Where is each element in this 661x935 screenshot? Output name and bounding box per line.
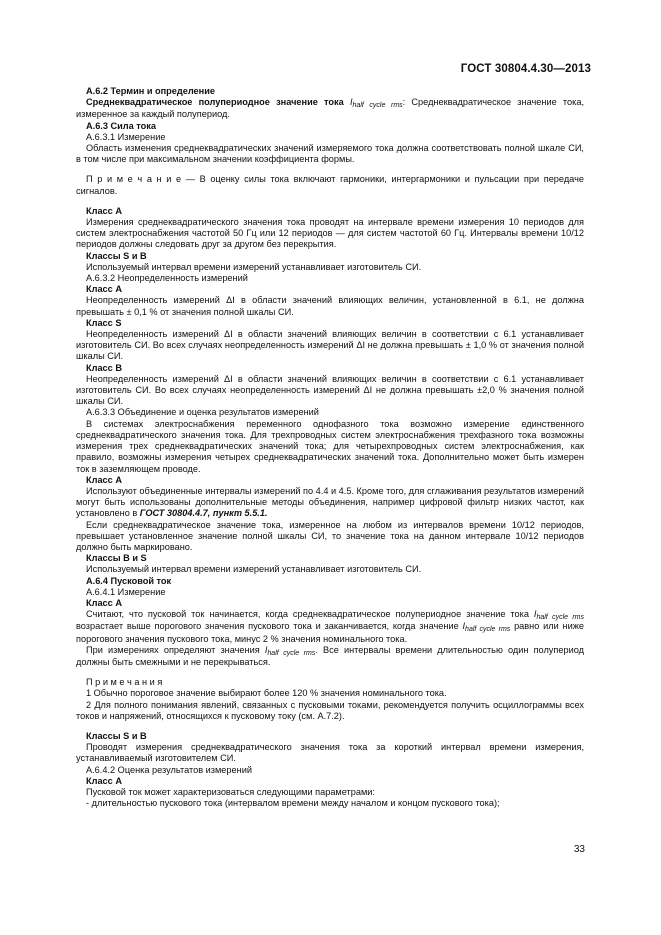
symbol-subscript: half cycle rms	[465, 626, 511, 634]
paragraph-13: Проводят измерения среднеквадратического значения тока за короткий интервал времени измерения, устанавливаемый изготовителем СИ.	[76, 742, 584, 764]
section-a64: А.6.4 Пусковой ток	[86, 575, 172, 586]
definition-symbol: I	[349, 97, 353, 108]
paragraph-15: - длительностью пускового тока (интервалом времени между началом и концом пускового тока);	[86, 798, 500, 809]
paragraph-6: Неопределенность измерений ΔI в области значений влияющих величин в соответствии с 6.1 устанавливает изготовитель СИ. Во всех случаях неопределенность измерений ΔI не должна превышать ±2,0 % значения полной шкалы СИ.	[76, 373, 584, 407]
document-body	[76, 86, 584, 809]
section-a642: А.6.4.2 Оценка результатов измерений	[86, 764, 252, 775]
note-3: 2 Для полного понимания явлений, связанных с пусковыми токами, рекомендуется получить осциллограммы всех токов и напряжений, относящихся к пусковому току (см. А.7.2).	[76, 699, 584, 721]
class-s-heading: Класс S	[86, 317, 122, 328]
section-a631: А.6.3.1 Измерение	[86, 131, 166, 142]
definition-subscript: half cycle rms	[352, 102, 403, 110]
paragraph-11-text-a: Считают, что пусковой ток начинается, когда среднеквадратическое полупериодное значение тока	[86, 609, 534, 620]
paragraph-4: Неопределенность измерений ΔI в области значений влияющих величин, установленной в 6.1, не должна превышать ± 0,1 % от значения полной шкалы СИ.	[76, 295, 584, 317]
paragraph-12	[76, 645, 584, 668]
paragraph-1: Область изменения среднеквадратических значений измеряемого тока должна соответствовать полной шкале СИ, в том числе при максимальном значении коэффициента формы.	[76, 143, 584, 165]
page-number: 33	[573, 844, 585, 855]
symbol-i: I	[462, 621, 466, 632]
paragraph-5: Неопределенность измерений ΔI в области значений влияющих величин в соответствии с 6.1 устанавливает изготовитель СИ. Во всех случаях неопределенность измерений ΔI не должна превышать ± 1,0 % от значения полной шкалы СИ.	[76, 329, 584, 362]
note-2: 1 Обычно пороговое значение выбирают более 120 % значения номинального тока.	[86, 688, 447, 699]
paragraph-2: Измерения среднеквадратического значения тока проводят на интервале времени измерения 10 периодов для систем электроснабжения частотой 50 Гц или 12 периодов — для систем частотой 60 Гц. Интервалы времени 10/12 периодов должны следовать друг за другом без перекрытия.	[76, 217, 584, 250]
definition	[76, 97, 584, 120]
paragraph-7: В системах электроснабжения переменного однофазного тока возможно измерение единственного среднеквадратического значения тока. Для трехпроводных систем электроснабжения трехфазного тока возможны измерения трех среднеквадратических значений тока; для четырехпроводных систем электроснабжения, как правило, возможны измерения четырех среднеквадратических значений тока. Дополнительно может быть измерен ток в заземляющем проводе.	[76, 418, 584, 474]
class-a-heading-3: Класс А	[86, 474, 122, 485]
paragraph-11	[76, 609, 584, 645]
section-a641: А.6.4.1 Измерение	[86, 586, 166, 597]
paragraph-8-text: Используют объединенные интервалы измерений по 4.4 и 4.5. Кроме того, для сглаживания результатов измерений могут быть использованы дополнительные методы объединения, например цифровой фильтр низких частот, как установлено в	[76, 485, 584, 519]
class-sb-heading-1: Классы S и B	[86, 250, 147, 261]
gost-reference: ГОСТ 30804.4.7, пункт 5.5.1.	[139, 508, 268, 519]
paragraph-11-text-c: равно или ниже порогового значения пускового тока, минус 2 % значения номинального тока.	[76, 621, 584, 644]
paragraph-12-text-b: . Все интервалы времени длительностью один полупериод должны быть смежными и не перекрываться.	[76, 644, 584, 667]
note-label: П р и м е ч а н и е	[86, 174, 182, 185]
document-header: ГОСТ 30804.4.30—2013	[460, 63, 591, 75]
section-a62: А.6.2 Термин и определение	[86, 86, 215, 96]
paragraph-12-text-a: При измерениях определяют значения	[86, 644, 265, 655]
paragraph-8	[76, 486, 584, 520]
class-sb-heading-2: Классы S и В	[86, 730, 147, 741]
section-a632: А.6.3.2 Неопределенность измерений	[86, 273, 248, 284]
definition-text: : Среднеквадратическое значение тока, измеренное за каждый полупериод.	[76, 97, 584, 120]
paragraph-11-text-b: возрастает выше порогового значения пускового тока и заканчивается, когда значение	[76, 621, 463, 632]
class-a-heading-4: Класс А	[86, 597, 122, 608]
notes-label: П р и м е ч а н и я	[86, 677, 163, 688]
paragraph-14: Пусковой ток может характеризоваться следующими параметрами:	[86, 786, 375, 797]
symbol-i: I	[533, 609, 537, 620]
section-a633: А.6.3.3 Объединение и оценка результатов измерений	[86, 407, 319, 418]
paragraph-10: Используемый интервал времени измерений устанавливает изготовитель СИ.	[86, 564, 422, 575]
paragraph-3: Используемый интервал времени измерений устанавливает изготовитель СИ.	[86, 261, 422, 272]
class-a-heading-1: Класс А	[86, 205, 122, 216]
note-text: — В оценку силы тока включают гармоники, интергармоники и пульсации при передаче сигналов.	[76, 174, 584, 196]
class-b-heading: Класс В	[86, 362, 122, 373]
symbol-i: I	[264, 644, 268, 655]
note-1	[76, 174, 584, 196]
class-a-heading-5: Класс А	[86, 775, 122, 786]
class-a-heading-2: Класс А	[86, 284, 122, 295]
symbol-subscript: half cycle rms	[267, 649, 316, 657]
symbol-subscript: half cycle rms	[536, 614, 584, 622]
paragraph-9: Если среднеквадратическое значение тока, измеренное на любом из интервалов времени 10/12 периодов, превышает установленное значение полной шкалы СИ, то значение тока на данном интервале 10/12 периодов должно быть маркировано.	[76, 519, 584, 552]
class-bs-heading: Классы В и S	[86, 553, 147, 564]
definition-term: Среднеквадратическое полупериодное значение тока	[86, 97, 344, 108]
section-a63: А.6.3 Сила тока	[86, 120, 156, 131]
